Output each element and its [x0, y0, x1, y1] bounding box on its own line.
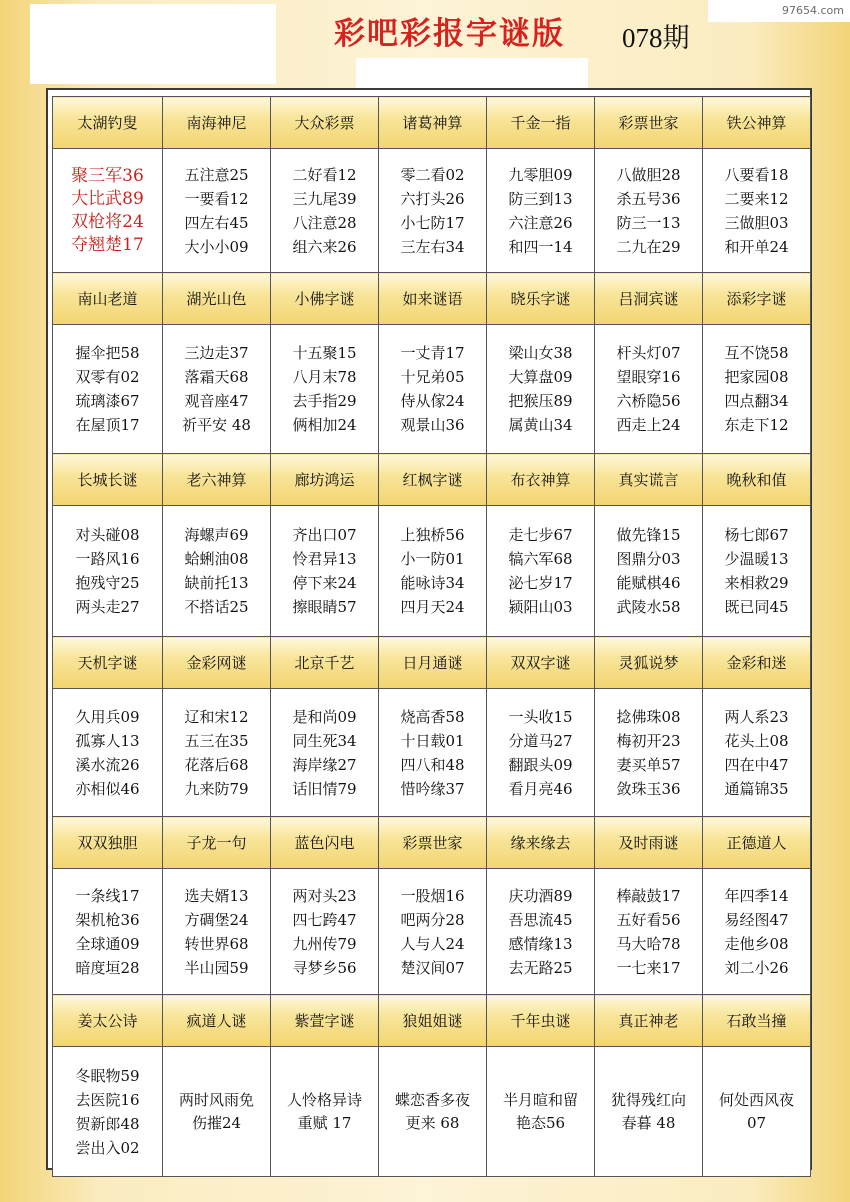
column-header: 金彩网谜	[163, 637, 271, 689]
riddle-cell	[379, 689, 487, 817]
riddle-line: 四月天24	[400, 598, 465, 616]
riddle-line: 大比武89	[71, 188, 144, 209]
riddle-line: 聚三军36	[71, 165, 144, 186]
riddle-line: 全球通09	[75, 934, 140, 953]
riddle-cell	[703, 689, 811, 817]
riddle-line: 东走下12	[724, 416, 789, 434]
riddle-line: 防三到13	[508, 189, 573, 208]
riddle-cell	[487, 869, 595, 995]
riddle-line: 抱残守25	[75, 574, 140, 592]
riddle-line: 杆头灯07	[616, 344, 681, 362]
column-header: 长城长谜	[53, 454, 163, 506]
riddle-line: 一头收15	[508, 707, 573, 726]
section-body-row	[53, 869, 811, 995]
riddle-line: 双零有02	[75, 368, 140, 386]
riddle-line: 同生死34	[292, 731, 357, 750]
riddle-line: 八做胆28	[616, 165, 681, 184]
riddle-line: 蝶恋香多夜更来 68	[394, 1090, 470, 1132]
riddle-cell	[487, 325, 595, 454]
riddle-line: 十兄弟05	[400, 368, 465, 386]
column-header: 红枫字谜	[379, 454, 487, 506]
riddle-line: 梅初开23	[616, 731, 681, 750]
column-header: 石敢当撞	[703, 995, 811, 1047]
riddle-line: 停下来24	[292, 574, 357, 592]
riddle-line: 烧高香58	[400, 707, 465, 726]
riddle-cell	[271, 1047, 379, 1177]
column-header: 诸葛神算	[379, 97, 487, 149]
riddle-line: 暗度垣28	[75, 958, 140, 977]
riddle-line: 夺翘楚17	[71, 234, 144, 255]
column-header: 添彩字谜	[703, 273, 811, 325]
riddle-line: 去手指29	[292, 392, 357, 410]
column-header: 千金一指	[487, 97, 595, 149]
riddle-line: 年四季14	[724, 886, 789, 905]
riddle-cell	[487, 689, 595, 817]
riddle-line: 和开单24	[724, 237, 789, 256]
riddle-line: 能咏诗34	[400, 574, 465, 592]
riddle-line: 二九在29	[616, 237, 681, 256]
page-title: 彩吧彩报字谜版	[334, 16, 565, 52]
column-header: 缘来缘去	[487, 817, 595, 869]
column-header: 双双字谜	[487, 637, 595, 689]
riddle-cell	[487, 149, 595, 273]
riddle-cell	[595, 506, 703, 637]
riddle-line: 缺前托13	[184, 574, 249, 592]
riddle-line: 和四一14	[508, 237, 573, 256]
section-body-row	[53, 1047, 811, 1177]
column-header: 老六神算	[163, 454, 271, 506]
riddle-line: 十日载01	[400, 731, 465, 750]
riddle-line: 大小小09	[184, 237, 249, 256]
riddle-cell	[487, 1047, 595, 1177]
riddle-cell	[595, 325, 703, 454]
riddle-line: 蛤蜊油08	[184, 550, 249, 568]
riddle-line: 怜君异13	[292, 550, 357, 568]
riddle-cell	[53, 325, 163, 454]
riddle-line: 犒六军68	[508, 550, 573, 568]
riddle-line: 三左右34	[400, 237, 465, 256]
riddle-cell	[271, 149, 379, 273]
riddle-line: 八要看18	[724, 165, 789, 184]
riddle-line: 走七步67	[508, 526, 573, 544]
column-header: 晚秋和值	[703, 454, 811, 506]
riddle-line: 杀五号36	[616, 189, 681, 208]
riddle-line: 捻佛珠08	[616, 707, 681, 726]
riddle-line: 俩相加24	[292, 416, 357, 434]
riddle-line: 望眼穿16	[616, 368, 681, 386]
riddle-line: 八注意28	[292, 213, 357, 232]
riddle-cell	[163, 869, 271, 995]
riddle-line: 六打头26	[400, 189, 465, 208]
riddle-line: 吾思流45	[508, 910, 573, 929]
riddle-line: 棒敲鼓17	[616, 886, 681, 905]
riddle-line: 四七跨47	[292, 910, 357, 929]
riddle-line: 尝出入02	[75, 1138, 140, 1157]
riddle-line: 大算盘09	[508, 368, 573, 386]
riddle-line: 花头上08	[724, 731, 789, 750]
riddle-line: 何处西风夜07	[718, 1090, 794, 1132]
riddle-line: 庆功酒89	[508, 886, 573, 905]
column-header: 吕洞宾谜	[595, 273, 703, 325]
riddle-line: 梁山女38	[508, 344, 573, 362]
riddle-line: 八月末78	[292, 368, 357, 386]
riddle-line: 上独桥56	[400, 526, 465, 544]
section-body-row	[53, 506, 811, 637]
riddle-cell	[53, 689, 163, 817]
riddle-line: 观景山36	[400, 416, 465, 434]
riddle-line: 一路风16	[75, 550, 140, 568]
riddle-line: 久用兵09	[75, 707, 140, 726]
column-header: 金彩和迷	[703, 637, 811, 689]
section-header-row	[53, 454, 811, 506]
riddle-line: 一要看12	[184, 189, 249, 208]
riddle-line: 惜吟缘37	[400, 779, 465, 798]
riddle-line: 零二看02	[400, 165, 465, 184]
riddle-line: 九零胆09	[508, 165, 573, 184]
riddle-line: 分道马27	[508, 731, 573, 750]
riddle-line: 两人系23	[724, 707, 789, 726]
riddle-line: 两头走27	[75, 598, 140, 616]
section-header-row	[53, 97, 811, 149]
riddle-cell	[379, 325, 487, 454]
riddle-line: 一股烟16	[400, 886, 465, 905]
column-header: 南山老道	[53, 273, 163, 325]
column-header: 大众彩票	[271, 97, 379, 149]
riddle-line: 四点翻34	[724, 392, 789, 410]
riddle-cell	[163, 325, 271, 454]
riddle-line: 做先锋15	[616, 526, 681, 544]
riddle-line: 一七来17	[616, 958, 681, 977]
riddle-line: 楚汉间07	[400, 958, 465, 977]
section-body-row	[53, 149, 811, 273]
riddle-line: 颍阳山03	[508, 598, 573, 616]
riddle-cell	[53, 1047, 163, 1177]
riddle-cell	[163, 506, 271, 637]
riddle-line: 刘二小26	[724, 958, 789, 977]
riddle-line: 海螺声69	[184, 526, 249, 544]
riddle-line: 半山园59	[184, 958, 249, 977]
riddle-line: 擦眼睛57	[292, 598, 357, 616]
riddle-line: 一条线17	[75, 886, 140, 905]
riddle-line: 孤寡人13	[75, 731, 140, 750]
riddle-line: 吧两分28	[400, 910, 465, 929]
riddle-line: 在屋顶17	[75, 416, 140, 434]
column-header: 灵狐说梦	[595, 637, 703, 689]
riddle-cell	[379, 506, 487, 637]
riddle-line: 五好看56	[616, 910, 681, 929]
riddle-line: 六桥隐56	[616, 392, 681, 410]
riddle-line: 观音座47	[184, 392, 249, 410]
column-header: 千年虫谜	[487, 995, 595, 1047]
column-header: 真实谎言	[595, 454, 703, 506]
riddle-line: 去医院16	[75, 1090, 140, 1109]
column-header: 晓乐字谜	[487, 273, 595, 325]
riddle-line: 侍从傢24	[400, 392, 465, 410]
riddle-line: 辽和宋12	[184, 707, 249, 726]
riddle-line: 看月亮46	[508, 779, 573, 798]
riddle-cell	[595, 149, 703, 273]
column-header: 北京千艺	[271, 637, 379, 689]
riddle-line: 海岸缘27	[292, 755, 357, 774]
riddle-line: 能赋棋46	[616, 574, 681, 592]
column-header: 日月通谜	[379, 637, 487, 689]
column-header: 及时雨谜	[595, 817, 703, 869]
column-header: 小佛字谜	[271, 273, 379, 325]
column-header: 狼姐姐谜	[379, 995, 487, 1047]
riddle-line: 溪水流26	[75, 755, 140, 774]
riddle-cell	[271, 325, 379, 454]
riddle-cell	[271, 506, 379, 637]
riddle-line: 互不饶58	[724, 344, 789, 362]
riddle-cell	[379, 149, 487, 273]
column-header: 彩票世家	[595, 97, 703, 149]
riddle-cell	[53, 869, 163, 995]
riddle-line: 防三一13	[616, 213, 681, 232]
column-header: 天机字谜	[53, 637, 163, 689]
section-body-row	[53, 689, 811, 817]
riddle-line: 五三在35	[184, 731, 249, 750]
riddle-cell	[379, 869, 487, 995]
riddle-cell	[703, 325, 811, 454]
riddle-line: 组六来26	[292, 237, 357, 256]
column-header: 如来谜语	[379, 273, 487, 325]
riddle-line: 二要来12	[724, 189, 789, 208]
riddle-line: 十五聚15	[292, 344, 357, 362]
riddle-line: 是和尚09	[292, 707, 357, 726]
riddle-line: 转世界68	[184, 934, 249, 953]
column-header: 太湖钓叟	[53, 97, 163, 149]
riddle-cell	[379, 1047, 487, 1177]
riddle-line: 冬眠物59	[75, 1066, 140, 1085]
riddle-line: 走他乡08	[724, 934, 789, 953]
riddle-line: 马大哈78	[616, 934, 681, 953]
riddle-line: 琉璃漆67	[75, 392, 140, 410]
column-header: 疯道人谜	[163, 995, 271, 1047]
riddle-line: 小一防01	[400, 550, 465, 568]
riddle-line: 既已同45	[724, 598, 789, 616]
riddle-cell	[595, 1047, 703, 1177]
column-header: 姜太公诗	[53, 995, 163, 1047]
section-header-row	[53, 637, 811, 689]
watermark: 97654.com	[782, 4, 844, 17]
riddle-line: 九州传79	[292, 934, 357, 953]
riddle-line: 武陵水58	[616, 598, 681, 616]
riddle-line: 把家园08	[724, 368, 789, 386]
riddle-line: 人怜格异诗重赋 17	[286, 1090, 362, 1132]
riddle-line: 花落后68	[184, 755, 249, 774]
riddle-line: 一丈青17	[400, 344, 465, 362]
riddle-line: 九来防79	[184, 779, 249, 798]
riddle-cell	[163, 149, 271, 273]
riddle-line: 西走上24	[616, 416, 681, 434]
riddle-line: 敛珠玉36	[616, 779, 681, 798]
column-header: 双双独胆	[53, 817, 163, 869]
issue-number: 078期	[622, 23, 690, 53]
riddle-line: 不搭话25	[184, 598, 249, 616]
riddle-line: 两时风雨免伤摧24	[178, 1090, 254, 1132]
riddle-line: 四在中47	[724, 755, 789, 774]
riddle-cell	[703, 506, 811, 637]
riddle-line: 话旧情79	[292, 779, 357, 798]
riddle-line: 方碉堡24	[184, 910, 249, 929]
section-header-row	[53, 817, 811, 869]
riddle-table	[52, 96, 811, 1177]
riddle-line: 齐出口07	[292, 526, 357, 544]
riddle-line: 图鼎分03	[616, 550, 681, 568]
riddle-cell	[487, 506, 595, 637]
riddle-line: 祈平安 48	[182, 416, 251, 434]
riddle-line: 贺新郎48	[75, 1114, 140, 1133]
column-header: 子龙一句	[163, 817, 271, 869]
riddle-line: 六注意26	[508, 213, 573, 232]
riddle-line: 亦相似46	[75, 779, 140, 798]
redaction-block-left	[30, 4, 276, 84]
riddle-cell	[703, 149, 811, 273]
riddle-line: 去无路25	[508, 958, 573, 977]
riddle-line: 三九尾39	[292, 189, 357, 208]
riddle-line: 犹得残红向春暮 48	[610, 1090, 686, 1132]
riddle-line: 落霜天68	[184, 368, 249, 386]
riddle-line: 半月暄和留艳态56	[502, 1090, 578, 1132]
riddle-cell	[163, 1047, 271, 1177]
riddle-line: 小七防17	[400, 213, 465, 232]
riddle-line: 握伞把58	[75, 344, 140, 362]
column-header: 布衣神算	[487, 454, 595, 506]
riddle-line: 四左右45	[184, 213, 249, 232]
riddle-cell	[53, 149, 163, 273]
riddle-line: 三边走37	[184, 344, 249, 362]
riddle-cell	[595, 689, 703, 817]
section-body-row	[53, 325, 811, 454]
riddle-line: 易经图47	[724, 910, 789, 929]
riddle-line: 寻梦乡56	[292, 958, 357, 977]
riddle-line: 两对头23	[292, 886, 357, 905]
section-header-row	[53, 995, 811, 1047]
riddle-line: 杨七郎67	[724, 526, 789, 544]
column-header: 南海神尼	[163, 97, 271, 149]
riddle-line: 感情缘13	[508, 934, 573, 953]
riddle-line: 属黄山34	[508, 416, 573, 434]
riddle-line: 少温暖13	[724, 550, 789, 568]
riddle-line: 来相救29	[724, 574, 789, 592]
riddle-line: 翻跟头09	[508, 755, 573, 774]
riddle-cell	[703, 869, 811, 995]
column-header: 蓝色闪电	[271, 817, 379, 869]
riddle-line: 通篇锦35	[724, 779, 789, 798]
riddle-line: 对头碰08	[75, 526, 140, 544]
column-header: 湖光山色	[163, 273, 271, 325]
riddle-cell	[271, 689, 379, 817]
riddle-line: 双枪将24	[71, 211, 144, 232]
column-header: 铁公神算	[703, 97, 811, 149]
riddle-line: 泌七岁17	[508, 574, 573, 592]
riddle-cell	[163, 689, 271, 817]
column-header: 彩票世家	[379, 817, 487, 869]
riddle-line: 人与人24	[400, 934, 465, 953]
riddle-cell	[595, 869, 703, 995]
column-header: 廊坊鸿运	[271, 454, 379, 506]
riddle-cell	[271, 869, 379, 995]
riddle-cell	[53, 506, 163, 637]
riddle-line: 选夫婿13	[184, 886, 249, 905]
riddle-line: 四八和48	[400, 755, 465, 774]
riddle-line: 把猴压89	[508, 392, 573, 410]
riddle-cell	[703, 1047, 811, 1177]
section-header-row	[53, 273, 811, 325]
riddle-line: 三做胆03	[724, 213, 789, 232]
column-header: 紫萱字谜	[271, 995, 379, 1047]
riddle-line: 妻买单57	[616, 755, 681, 774]
riddle-line: 二好看12	[292, 165, 357, 184]
column-header: 正德道人	[703, 817, 811, 869]
riddle-line: 架机枪36	[75, 910, 140, 929]
column-header: 真正神老	[595, 995, 703, 1047]
riddle-line: 五注意25	[184, 165, 249, 184]
